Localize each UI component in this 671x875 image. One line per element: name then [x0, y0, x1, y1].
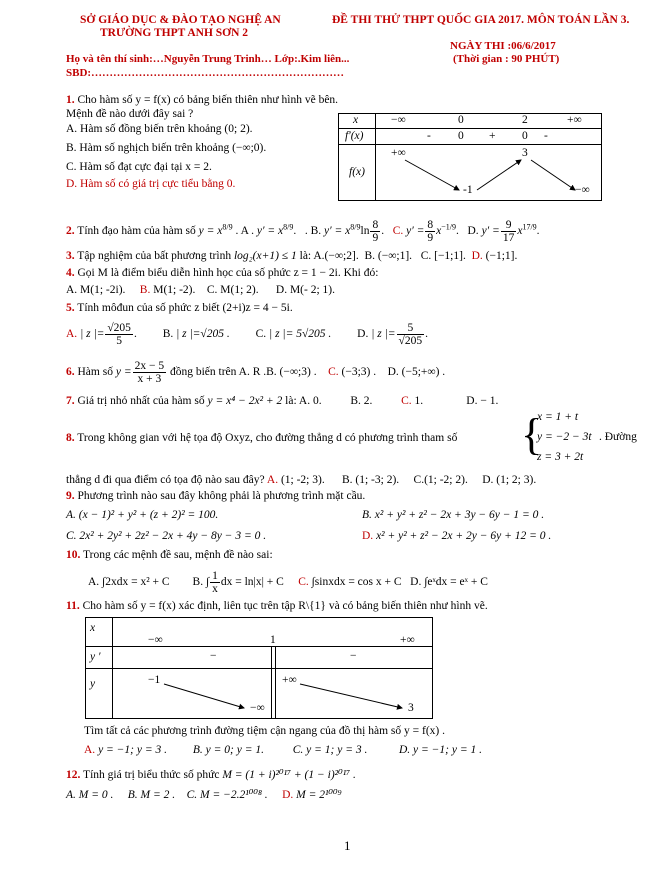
sbd-line: SBD:…………………………………………………………… — [66, 67, 345, 79]
table1-f-label: f(x) — [349, 166, 365, 178]
table2-x-val: +∞ — [400, 634, 415, 646]
q1-option-b: B. Hàm số nghịch biến trên khoảng (−∞;0). — [66, 142, 267, 154]
question-3: 3. Tập nghiệm của bất phương trình log₂(x+1) ≤ 1 là: A.(−∞;2]. B. (−∞;1]. C. [−1;1]. D. (−1;1]. — [66, 250, 518, 262]
table2-yprime-label: y ′ — [90, 651, 101, 663]
table1-x-val: 0 — [458, 114, 464, 126]
q11-options: A. y = −1; y = 3 . B. y = 0; y = 1. C. y = 1; y = 3 . D. y = −1; y = 1 . — [84, 744, 482, 756]
table2-y-val: +∞ — [282, 674, 297, 686]
table2-y-val: −1 — [148, 674, 161, 686]
q1-prompt: Mệnh đề nào dưới đây sai ? — [66, 108, 194, 120]
exam-date: NGÀY THI :06/6/2017 — [450, 40, 556, 52]
table1-f-val: 3 — [522, 147, 528, 159]
table2-y-val: 3 — [408, 702, 414, 714]
q11-question: Tìm tất cả các phương trình đường tiệm cận ngang của đồ thị hàm số y = f(x) . — [84, 725, 446, 737]
question-7: 7. Giá trị nhỏ nhất của hàm số y = x⁴ − 2x² + 2 là: A. 0. B. 2. C. 1. D. − 1. — [66, 395, 499, 407]
table1-fprime-label: f′(x) — [345, 130, 364, 142]
table2-x-val: −∞ — [148, 634, 163, 646]
exam-time: (Thời gian : 90 PHÚT) — [453, 53, 560, 65]
question-9: 9. Phương trình nào sau đây không phải là phương trình mặt cầu. — [66, 490, 366, 502]
table2-sign: − — [350, 650, 357, 662]
table1-sign: 0 — [458, 130, 464, 142]
q9-option-a: A. (x − 1)² + y² + (z + 2)² = 100. — [66, 509, 219, 521]
dept-name: SỞ GIÁO DỤC & ĐÀO TẠO NGHỆ AN — [80, 14, 281, 26]
question-2: 2. Tính đạo hàm của hàm số $y = x^{8/9}$ . A . $y' = x^{8/9}$. . B. $y' = x^{8/9}\ln$ $\frac{8}{9}$ . C. y′ = $\frac{8}{9}$ $x^{-1/9}$. D. y′ = $\frac{9}{17}$ $x^{17/9}$. — [66, 219, 540, 245]
table1-f-val: +∞ — [391, 147, 406, 159]
table1-sign: 0 — [522, 130, 528, 142]
table2-x-val: 1 — [270, 634, 276, 646]
q5-options: A. | z |= $\frac{√205}{5}$ . B. | z |=√205 . C. | z |= 5√205 . D. | z |= $\frac{5}{√205}$ . — [66, 322, 428, 348]
student-line: Họ và tên thí sinh:…Nguyễn Trung Trinh… Lớp:.Kim liên... — [66, 53, 350, 65]
q1-option-c: C. Hàm số đạt cực đại tại x = 2. — [66, 161, 212, 173]
table1-arrows — [339, 114, 601, 200]
q8-question-line: thẳng d đi qua điểm có tọa độ nào sau đây? A. (1; -2; 3). B. (1; -3; 2). C.(1; -2; 2). D. (1; 2; 3). — [66, 474, 537, 486]
question-5: 5. Tính môđun của số phức z biết (2+i)z = 4 − 5i. — [66, 302, 293, 314]
table2-x-label: x — [90, 622, 96, 634]
question-10: 10. Trong các mệnh đề sau, mệnh đề nào sai: — [66, 549, 273, 561]
table1-x-val: 2 — [522, 114, 528, 126]
table2-sign: − — [210, 650, 217, 662]
table1-x-val: −∞ — [391, 114, 406, 126]
exam-title: ĐỀ THI THỬ THPT QUỐC GIA 2017. MÔN TOÁN LẦN 3. — [332, 14, 630, 26]
question-6: 6. Hàm số y = $\frac{2x - 5}{x + 3}$ đồng biến trên A. R .B. (−∞;3) . C. (−3;3) . D. (−5;+∞) . — [66, 360, 446, 386]
q10-options: A. ∫2xdx = x² + C B. ∫ $\frac{1}{x}$ dx = ln|x| + C C. ∫sinxdx = cos x + C D. ∫eˣdx = eˣ + C — [88, 570, 488, 596]
question-4: 4. Gọi M là điểm biểu diễn hình học của số phức z = 1 − 2i. Khi đó: — [66, 267, 379, 279]
q9-option-c: C. 2x² + 2y² + 2z² − 2x + 4y − 8y − 3 = 0 . — [66, 530, 267, 542]
table1-f-val: -1 — [463, 184, 473, 196]
q9-option-d: D. x² + y² + z² − 2x + 2y − 6y + 12 = 0 . — [362, 530, 552, 542]
page-number: 1 — [344, 838, 351, 853]
question-1: 1. Cho hàm số y = f(x) có bảng biến thiên như hình vẽ bên. — [66, 94, 339, 106]
q9-option-b: B. x² + y² + z² − 2x + 3y − 6y − 1 = 0 . — [362, 509, 545, 521]
q1-variation-table — [338, 113, 602, 201]
table1-f-val: −∞ — [575, 184, 590, 196]
q4-options: A. M(1; -2i). B. M(1; -2). C. M(1; 2). D. M(- 2; 1). — [66, 284, 335, 296]
table1-x-label: x — [353, 114, 359, 126]
table1-sign: - — [544, 130, 548, 142]
table2-arrows — [86, 618, 432, 718]
school-name: TRƯỜNG THPT ANH SƠN 2 — [100, 27, 249, 39]
question-11: 11. Cho hàm số y = f(x) xác định, liên tục trên tập R\{1} và có bảng biến thiên như hình vẽ. — [66, 600, 488, 612]
table2-y-val: −∞ — [250, 702, 265, 714]
table1-sign: - — [427, 130, 431, 142]
table2-y-label: y — [90, 678, 96, 690]
table1-sign: + — [489, 130, 496, 142]
q1-option-a: A. Hàm số đồng biến trên khoảng (0; 2). — [66, 123, 253, 135]
table1-x-val: +∞ — [567, 114, 582, 126]
q12-options: A. M = 0 . B. M = 2 . C. M = −2.2¹⁰⁰⁸ . D. M = 2¹⁰⁰⁹ — [66, 789, 342, 801]
q11-variation-table — [85, 617, 433, 719]
question-12: 12. Tính giá trị biểu thức số phức M = (1 + i)²⁰¹⁷ + (1 − i)²⁰¹⁷ . — [66, 769, 356, 781]
q1-option-d: D. Hàm số có giá trị cực tiểu bằng 0. — [66, 178, 236, 190]
question-8: 8. Trong không gian với hệ tọa độ Oxyz, cho đường thẳng d có phương trình tham số — [66, 432, 458, 444]
